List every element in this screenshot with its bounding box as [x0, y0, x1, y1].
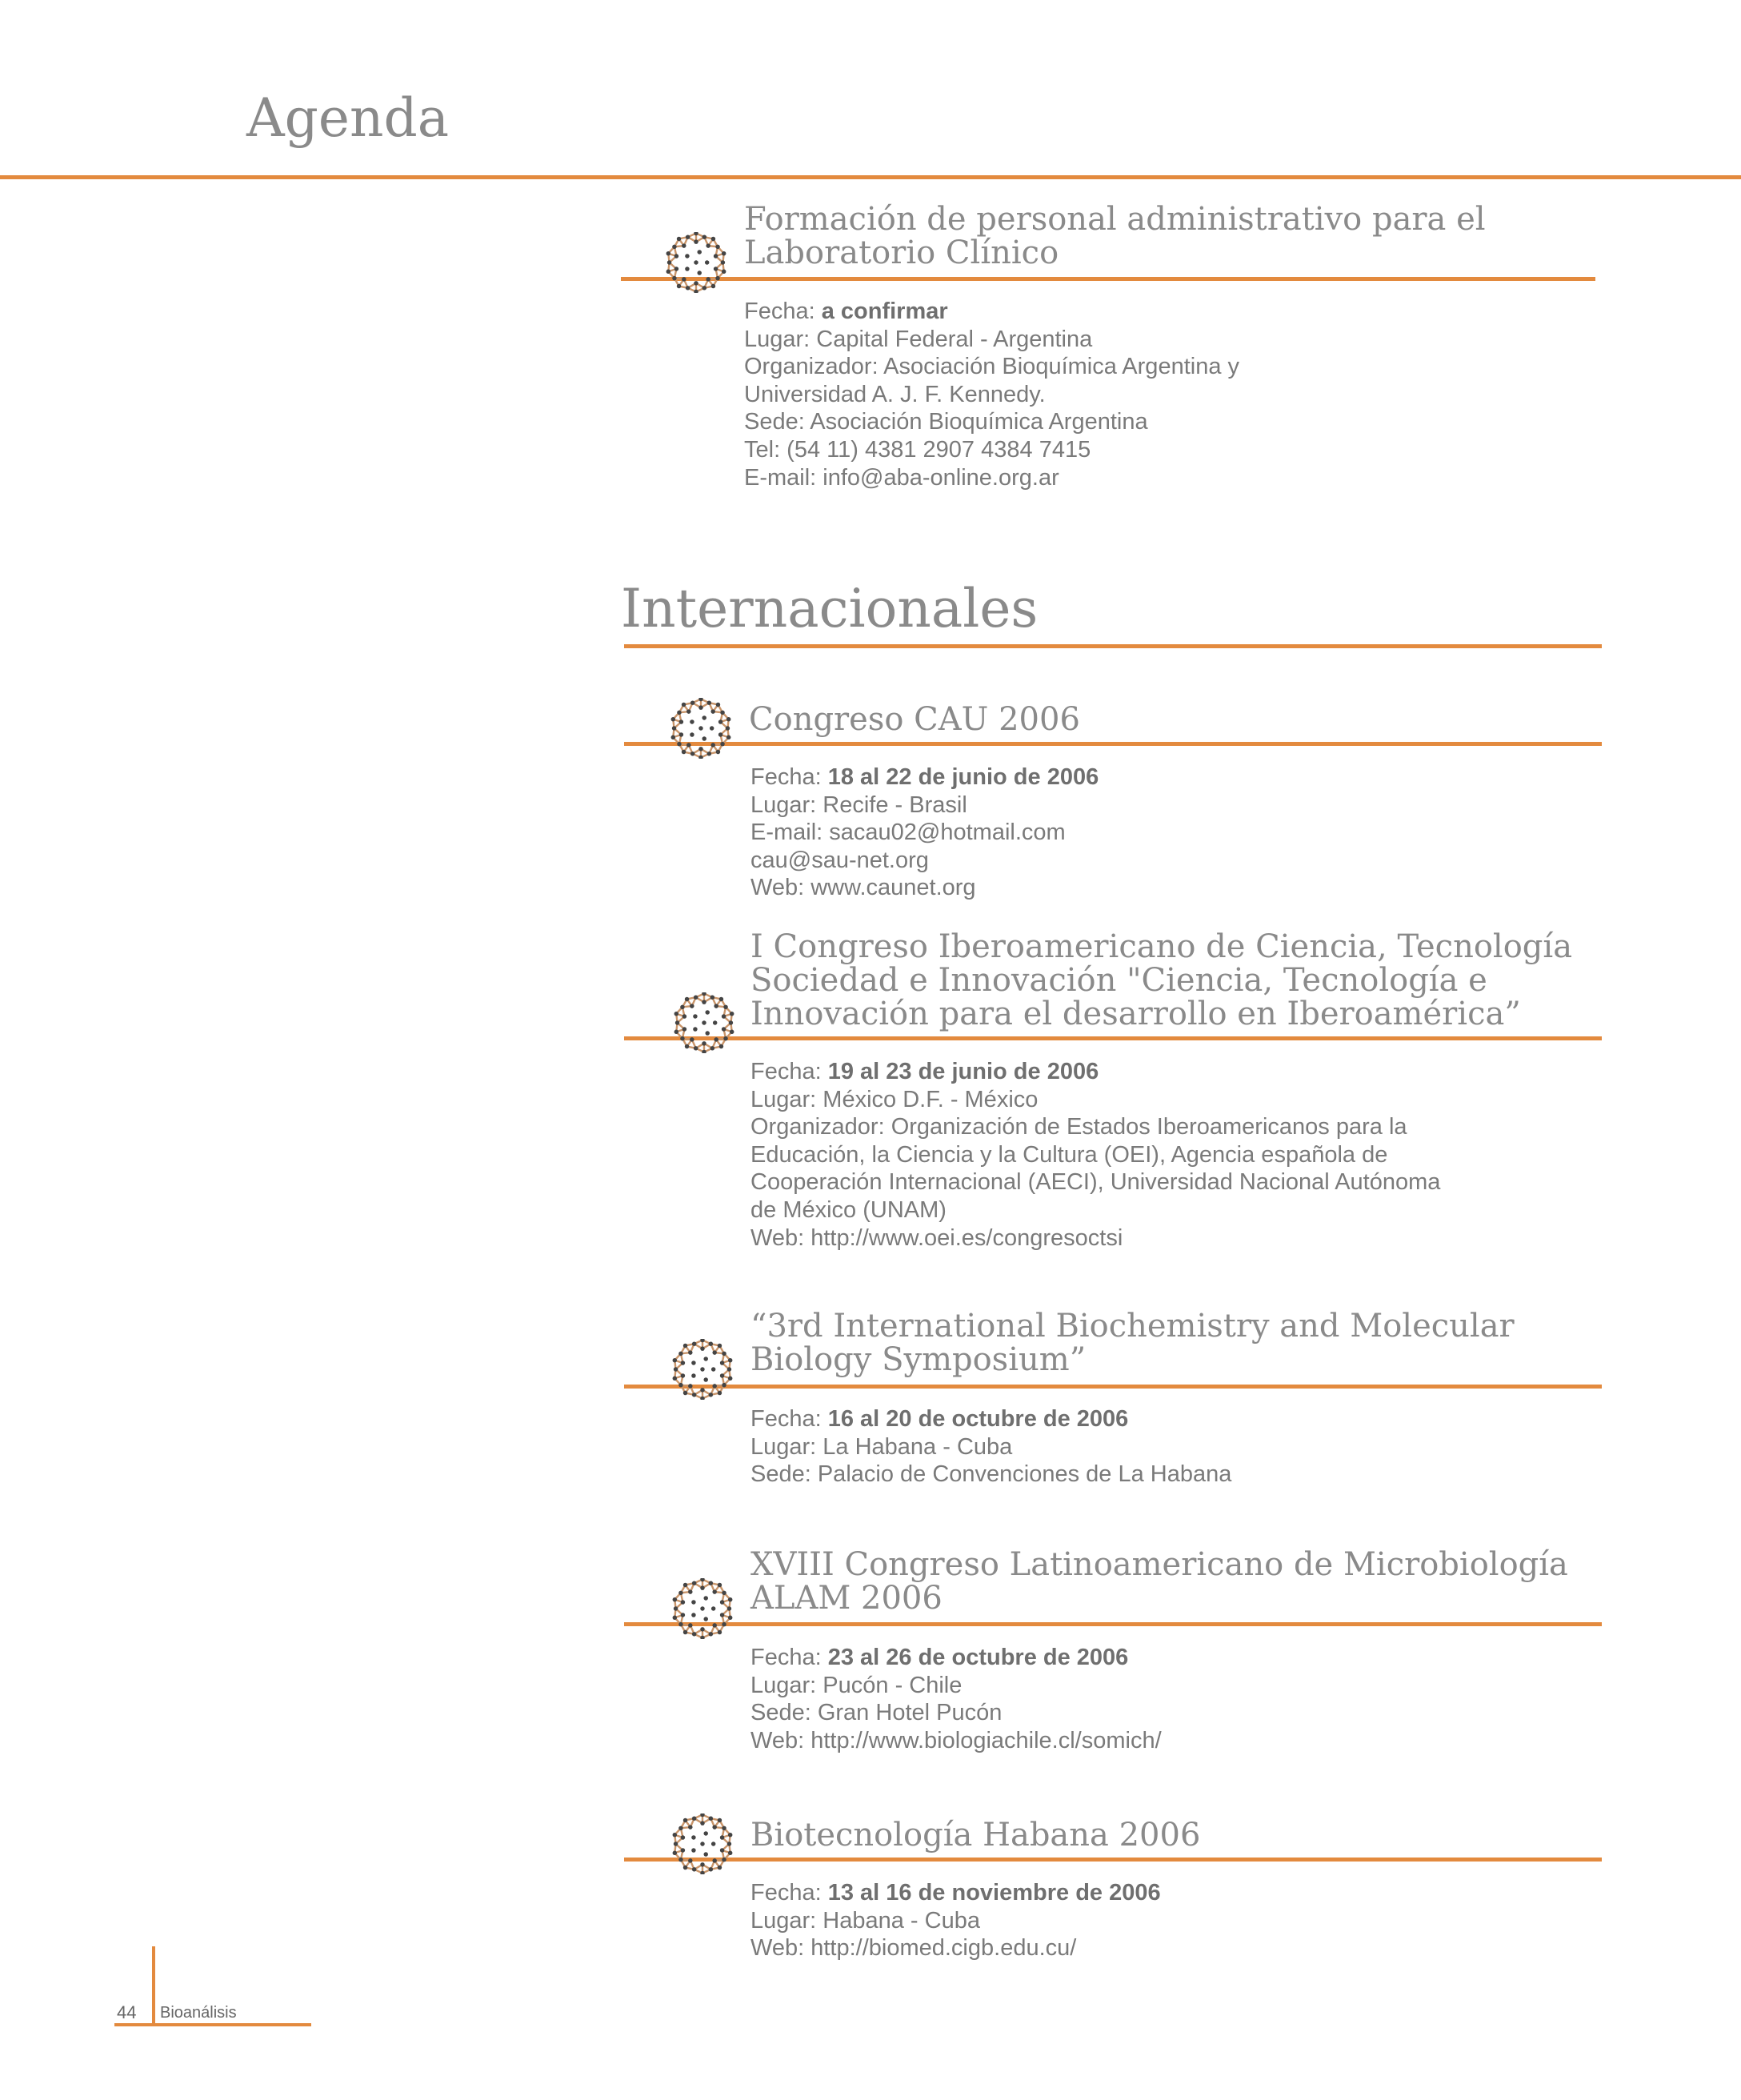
- fullerene-molecule-icon: [672, 1813, 733, 1874]
- detail-label: Fecha:: [744, 299, 822, 324]
- event-detail-line: [750, 1727, 1162, 1755]
- detail-label: Sede: Palacio de Convenciones de La Habana: [750, 1461, 1232, 1488]
- event-title: [750, 1548, 1568, 1615]
- event-divider: [621, 277, 1595, 281]
- event-detail-line: [744, 408, 1239, 436]
- detail-label: Universidad A. J. F. Kennedy.: [744, 381, 1046, 407]
- header-divider: [0, 175, 1741, 179]
- detail-label: Fecha:: [750, 1059, 828, 1084]
- event-detail-line: [750, 1058, 1440, 1086]
- event-detail-line: [744, 436, 1239, 464]
- footer-horizontal-rule: [114, 2023, 311, 2026]
- detail-label: Lugar: Habana - Cuba: [750, 1907, 980, 1934]
- detail-label: Educación, la Ciencia y la Cultura (OEI), Agencia española de: [750, 1141, 1388, 1168]
- detail-label: Lugar: México D.F. - México: [750, 1086, 1039, 1112]
- event-title-line: Formación de personal administrativo para el: [744, 201, 1486, 238]
- detail-label: Lugar: Recife - Brasil: [750, 792, 967, 818]
- event-detail-line: [750, 1672, 1162, 1700]
- detail-value: 16 al 20 de octubre de 2006: [827, 1406, 1129, 1432]
- event-title: [749, 703, 1080, 736]
- event-detail-line: [750, 1644, 1162, 1672]
- event-title-line: ALAM 2006: [750, 1580, 943, 1617]
- event-detail-line: [750, 1168, 1440, 1196]
- event-detail-line: [744, 326, 1239, 354]
- event-detail-line: [750, 1141, 1440, 1169]
- detail-value: 23 al 26 de octubre de 2006: [827, 1645, 1129, 1670]
- event-divider: [624, 1385, 1602, 1389]
- fullerene-molecule-icon: [672, 1578, 733, 1639]
- event-divider: [624, 742, 1602, 746]
- detail-label: Lugar: Pucón - Chile: [750, 1672, 963, 1698]
- event-detail-line: [750, 1086, 1440, 1114]
- page-number: 44: [117, 2002, 137, 2022]
- detail-label: E-mail: sacau02@hotmail.com: [750, 820, 1066, 846]
- detail-value: a confirmar: [821, 299, 948, 324]
- event-title-line: Innovación para el desarrollo en Iberoamérica”: [750, 996, 1521, 1032]
- event-details: [750, 1644, 1162, 1754]
- detail-label: Lugar: La Habana - Cuba: [750, 1433, 1013, 1460]
- event-title-line: Biology Symposium”: [750, 1341, 1087, 1378]
- event-detail-line: [750, 1113, 1440, 1141]
- event-title: [744, 202, 1486, 270]
- section-title: Internacionales: [621, 578, 1039, 639]
- event-detail-line: [744, 464, 1239, 492]
- event-detail-line: [750, 1196, 1440, 1224]
- event-detail-line: [750, 1224, 1440, 1252]
- event-title-line: Laboratorio Clínico: [744, 234, 1059, 271]
- event-detail-line: [744, 381, 1239, 409]
- detail-label: Web: www.caunet.org: [750, 875, 976, 901]
- event-detail-line: [744, 353, 1239, 381]
- event-detail-line: [744, 298, 1239, 326]
- event-title-line: Congreso CAU 2006: [749, 701, 1080, 738]
- section-divider: [624, 644, 1602, 648]
- detail-label: Tel: (54 11) 4381 2907 4384 7415: [744, 436, 1091, 463]
- event-detail-line: [750, 1461, 1231, 1489]
- event-details: [750, 1405, 1231, 1489]
- event-detail-line: [750, 792, 1099, 820]
- event-title-line: Sociedad e Innovación "Ciencia, Tecnología e: [750, 962, 1487, 999]
- detail-value: 19 al 23 de junio de 2006: [827, 1059, 1099, 1084]
- detail-label: Fecha:: [750, 1406, 828, 1432]
- event-title: [750, 1818, 1200, 1852]
- fullerene-molecule-icon: [666, 232, 726, 293]
- detail-label: Fecha:: [750, 764, 828, 790]
- event-title-line: Biotecnología Habana 2006: [750, 1817, 1201, 1854]
- event-divider: [624, 1622, 1602, 1626]
- event-detail-line: [750, 1433, 1231, 1461]
- footer-vertical-rule: [152, 1946, 155, 2026]
- detail-label: Web: http://biomed.cigb.edu.cu/: [750, 1935, 1077, 1962]
- detail-label: Fecha:: [750, 1645, 828, 1670]
- event-title: [750, 930, 1572, 1031]
- detail-label: de México (UNAM): [750, 1196, 947, 1223]
- detail-label: Organizador: Organización de Estados Iberoamericanos para la: [750, 1114, 1407, 1140]
- event-title-line: XVIII Congreso Latinoamericano de Microbiología: [750, 1546, 1568, 1583]
- fullerene-molecule-icon: [672, 1339, 733, 1400]
- event-details: [750, 1058, 1440, 1252]
- publication-name: Bioanálisis: [160, 2004, 237, 2022]
- detail-label: Sede: Asociación Bioquímica Argentina: [744, 409, 1148, 435]
- event-divider: [624, 1858, 1602, 1862]
- event-title: [750, 1309, 1515, 1377]
- event-details: [744, 298, 1239, 491]
- event-details: [750, 763, 1099, 902]
- page-title: Agenda: [246, 87, 450, 149]
- fullerene-molecule-icon: [674, 992, 734, 1053]
- event-detail-line: [750, 763, 1099, 792]
- detail-label: Sede: Gran Hotel Pucón: [750, 1700, 1003, 1726]
- detail-label: Web: http://www.biologiachile.cl/somich/: [750, 1727, 1162, 1753]
- detail-value: 13 al 16 de noviembre de 2006: [827, 1880, 1161, 1906]
- detail-label: Web: http://www.oei.es/congresoctsi: [750, 1224, 1123, 1251]
- event-detail-line: [750, 847, 1099, 875]
- event-title-line: I Congreso Iberoamericano de Ciencia, Tecnología: [750, 928, 1573, 965]
- detail-label: Fecha:: [750, 1880, 828, 1906]
- detail-label: Lugar: Capital Federal - Argentina: [744, 326, 1093, 352]
- event-divider: [624, 1036, 1602, 1040]
- event-title-line: “3rd International Biochemistry and Molecular: [750, 1308, 1515, 1345]
- event-detail-line: [750, 1934, 1161, 1962]
- event-detail-line: [750, 819, 1099, 847]
- event-detail-line: [750, 1879, 1161, 1907]
- event-detail-line: [750, 1907, 1161, 1935]
- fullerene-molecule-icon: [670, 698, 731, 759]
- event-detail-line: [750, 874, 1099, 902]
- detail-label: cau@sau-net.org: [750, 847, 929, 873]
- event-detail-line: [750, 1699, 1162, 1727]
- detail-value: 18 al 22 de junio de 2006: [827, 764, 1099, 790]
- event-details: [750, 1879, 1161, 1962]
- detail-label: Cooperación Internacional (AECI), Universidad Nacional Autónoma: [750, 1169, 1441, 1196]
- event-detail-line: [750, 1405, 1231, 1433]
- detail-label: E-mail: info@aba-online.org.ar: [744, 464, 1059, 491]
- detail-label: Organizador: Asociación Bioquímica Argentina y: [744, 354, 1240, 380]
